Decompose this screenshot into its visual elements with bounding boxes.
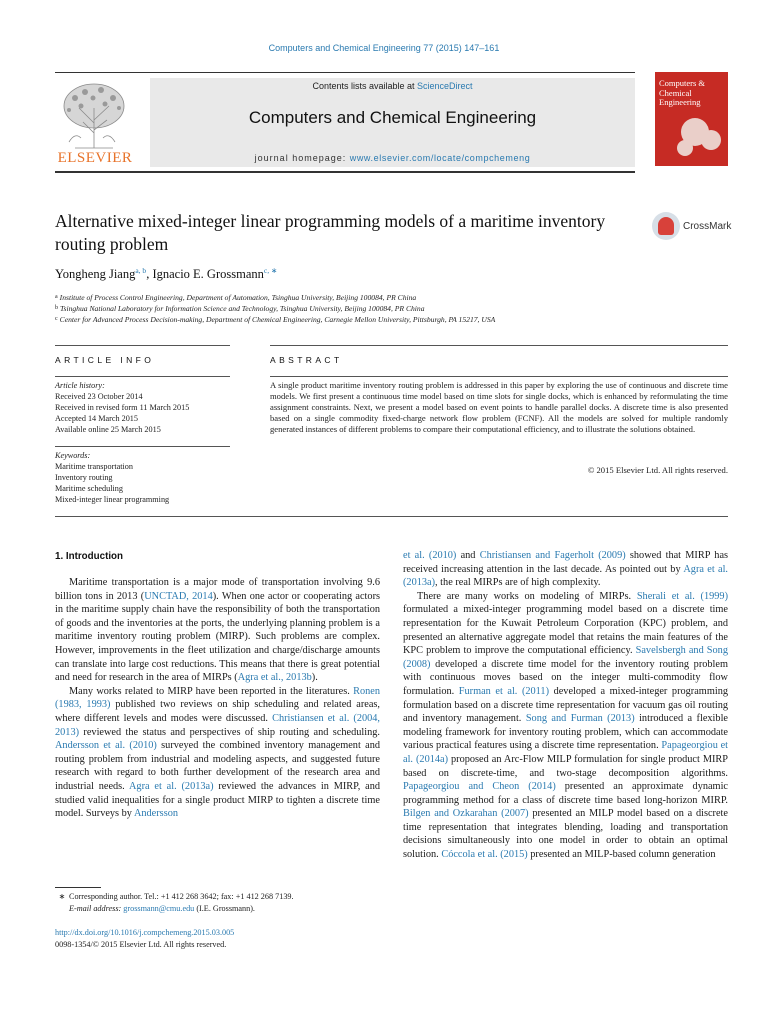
body-text: , the real MIRPs are of high complexity. <box>435 577 601 589</box>
citation-link[interactable]: Andersson et al. (2010) <box>55 740 157 752</box>
citation-link[interactable]: Agra et al., 2013b <box>237 672 312 684</box>
sciencedirect-link[interactable]: ScienceDirect <box>417 81 473 91</box>
abstract-heading: ABSTRACT <box>270 355 343 365</box>
doi-block <box>55 927 234 950</box>
body-text: surveyed the combined inventory management and routing problem from industrial and modeling aspects, and suggested future research with regard to both further development of the research area and industrial needs. <box>55 740 380 792</box>
citation-link[interactable]: Christiansen et al. (2004, 2013) <box>55 712 380 738</box>
paper-title: Alternative mixed-integer linear programming models of a maritime inventory routing problem <box>55 211 606 254</box>
citation-link[interactable]: Sherali et al. (1999) <box>636 590 729 602</box>
abstract-text: A single product maritime inventory routing problem is addressed in this paper by exploring the use of continuous and discrete time models. We first present a continuous time model based on time slots for single docks, which is enhanced by reformulating the time assignment constraints. Next, we present a model based on event points to handle parallel docks. A discrete time is also presented based on a single commodity fixed-charge network flow problem (FCNF). All the models are solved for multiple randomly generated instances of different problems to compare their computational efficiency, and to illustrate the solutions obtained. <box>270 380 728 434</box>
body-text: presented an MILP model based on a discrete time representation that integrates blending, loading and transportation decisions simultaneously into one model in order to obtain an optimal solution. <box>403 808 728 861</box>
affiliation-marker[interactable]: a, b <box>135 266 147 275</box>
footnote-rule <box>55 887 101 888</box>
affiliation-item: $^b$ Tsinghua National Laboratory for Information Science and Technology, Tsinghua University, Beijing 100084, PR China <box>55 304 425 313</box>
corresponding-author-footnote: ∗ Corresponding author. Tel.: +1 412 268 3642; fax: +1 412 268 7139. E-mail address: grossmann@cmu.edu (I.E. Grossmann). <box>58 892 294 913</box>
body-text: presented an MILP-based column generation <box>527 849 716 861</box>
affiliations <box>55 292 735 325</box>
body-text: Many works related to MIRP have been reported in the literatures. <box>69 685 354 697</box>
article-history <box>55 380 230 435</box>
affiliation-marker[interactable]: c, ∗ <box>263 266 278 275</box>
body-text: developed a discrete time model for the inventory routing problem with continuous moves based on the integer multi-commodity flow formulation. <box>403 658 728 697</box>
header-bottom-rule <box>55 171 635 173</box>
elsevier-wordmark[interactable]: ELSEVIER <box>57 150 133 166</box>
divider <box>55 376 230 377</box>
body-text: developed a mixed-integer programming formulation based on a discrete time representation for vacuum gas oil routing and inventory management. <box>403 685 728 725</box>
journal-cover-thumbnail[interactable] <box>655 72 728 166</box>
citation-link[interactable]: Papageorgiou and Cheon (2014) <box>403 781 556 793</box>
citation-link[interactable]: et al. (2010) <box>403 550 457 561</box>
doi-link[interactable]: http://dx.doi.org/10.1016/j.compchemeng.2015.03.005 <box>55 928 235 937</box>
citation-link[interactable]: Agra et al. (2013a) <box>403 563 729 589</box>
body-text: showed that MIRP has received increasing attention in the last decade. As pointed out by <box>403 550 729 575</box>
body-text: Maritime transportation is a major mode of transportation involving 9.6 billion tons in 2013 ( <box>55 577 380 602</box>
body-text: and <box>456 550 480 561</box>
body-text: reviewed the status and perspectives of ship routing and scheduling. <box>79 726 380 738</box>
author-name[interactable]: Yongheng Jiang <box>55 267 136 282</box>
divider <box>55 446 230 447</box>
keyword-item: Maritime transportation <box>55 462 133 471</box>
history-item: Received in revised form 11 March 2015 <box>55 403 190 412</box>
issn-line: 0098-1354/© 2015 Elsevier Ltd. All rights reserved. <box>55 939 227 949</box>
citation-link[interactable]: UNCTAD, 2014 <box>144 590 213 602</box>
history-item: Accepted 14 March 2015 <box>55 414 138 423</box>
citation-link[interactable]: Song and Furman (2013) <box>525 713 635 725</box>
journal-homepage-line: journal homepage: www.elsevier.com/locate/compchemeng <box>254 153 531 163</box>
journal-homepage-link[interactable]: www.elsevier.com/locate/compchemeng <box>349 153 531 163</box>
crossmark-label: CrossMark <box>683 221 732 232</box>
author-name[interactable]: Ignacio E. Grossmann <box>152 267 264 282</box>
keyword-item: Mixed-integer linear programming <box>55 495 170 504</box>
section-heading-introduction: 1. Introduction <box>55 551 124 562</box>
citation-link[interactable]: Cóccola et al. (2015) <box>441 849 528 861</box>
divider <box>270 345 728 346</box>
cover-graphic <box>677 140 693 156</box>
cover-title: Computers & Chemical Engineering <box>659 78 706 107</box>
body-text: There are many works on modeling of MIRPs. <box>417 590 637 602</box>
journal-name: Computers and Chemical Engineering <box>248 108 537 127</box>
body-text: formulated a mixed-integer programming model based on a discrete time representation for the Kuwait Petroleum Corporation (KPC) problem, and presented an alternative aggregate model that retains the main features of the KPC problem to improve the computational efficiency. <box>403 604 728 657</box>
citation-link[interactable]: Savelsbergh and Song (2008) <box>403 645 728 670</box>
body-paragraph <box>403 590 728 862</box>
keywords-label: Keywords: <box>55 451 91 460</box>
affiliation-item: $^c$ Center for Advanced Process Decision-making, Department of Chemical Engineering, Carnegie Mellon University, Pittsburgh, PA 15217, USA <box>55 315 496 324</box>
divider <box>55 516 728 517</box>
citation-link[interactable]: Agra et al. (2013a) <box>129 780 214 792</box>
history-label: Article history: <box>55 381 105 390</box>
header-top-rule <box>55 72 635 73</box>
body-paragraph <box>55 685 380 821</box>
divider <box>55 345 230 346</box>
keyword-item: Inventory routing <box>55 473 113 482</box>
crossmark-badge[interactable] <box>652 212 732 244</box>
citation-link[interactable]: Christiansen and Fagerholt (2009) <box>479 550 626 561</box>
abstract-copyright: © 2015 Elsevier Ltd. All rights reserved. <box>587 465 728 475</box>
body-paragraph <box>55 576 380 685</box>
body-column-left <box>55 576 380 821</box>
keyword-item: Maritime scheduling <box>55 484 123 493</box>
body-text: ). When one actor or cooperating actors in the maritime supply chain have the responsibility of both the transportation of goods and the inventories at the ports, the underlying planning problem is a maritime inventory routing problem (MIRP). Such problems are complex. However, improvements in the fleet utilization and charge/discharge amounts can translate into large cost reductions. This means that there is great potential and need for research in the area of MIRPs ( <box>55 590 381 684</box>
citation-link[interactable]: Ronen (1983, 1993) <box>55 685 380 711</box>
body-text: ). <box>311 672 318 684</box>
body-text: published two reviews on ship scheduling and related areas, where different levels and modes were discussed. <box>55 699 380 724</box>
body-paragraph <box>403 549 728 590</box>
citation-link[interactable]: Furman et al. (2011) <box>458 685 550 697</box>
affiliation-item: $^a$ Institute of Process Control Engineering, Department of Automation, Tsinghua University, Beijing 100084, PR China <box>55 293 417 302</box>
author-list: Yongheng Jiang$^{a, b}$, Ignacio E. Grossmann$^{c, ∗}$ <box>55 266 278 282</box>
citation-link[interactable]: Papageorgiou et al. (2014a) <box>403 740 729 765</box>
cover-graphic <box>701 130 721 150</box>
history-item: Available online 25 March 2015 <box>55 425 161 434</box>
citation-link[interactable]: Andersson <box>133 808 178 820</box>
citation-link[interactable]: Bilgen and Ozkarahan (2007) <box>403 808 529 820</box>
contents-available-line: Contents lists available at ScienceDirect <box>312 81 473 91</box>
author-email-link[interactable]: grossmann@cmu.edu <box>123 903 195 913</box>
body-text: presented an approximate dynamic programming method for a class of discrete time based long-horizon MIRP. <box>403 781 728 806</box>
keywords <box>55 450 230 505</box>
journal-citation-link[interactable]: Computers and Chemical Engineering 77 (2015) 147–161 <box>268 43 500 53</box>
article-info-heading: ARTICLE INFO <box>55 355 155 365</box>
body-column-right <box>403 549 728 862</box>
divider <box>270 376 728 377</box>
history-item: Received 23 October 2014 <box>55 392 143 401</box>
crossmark-icon <box>652 212 680 240</box>
body-text: introduced a flexible modeling framework for inventory routing problem, which can accommodate various practical features using a discrete time representation. <box>403 713 728 752</box>
body-text: proposed an Arc-Flow MILP formulation for single product MIRP based on discrete-time, and two-stage decomposition algorithms. <box>403 753 728 779</box>
body-text: reviewed the advances in MIRP, and studied valid inequalities for a single product MIRP to tighten a discrete time model. Surveys by <box>55 780 380 820</box>
